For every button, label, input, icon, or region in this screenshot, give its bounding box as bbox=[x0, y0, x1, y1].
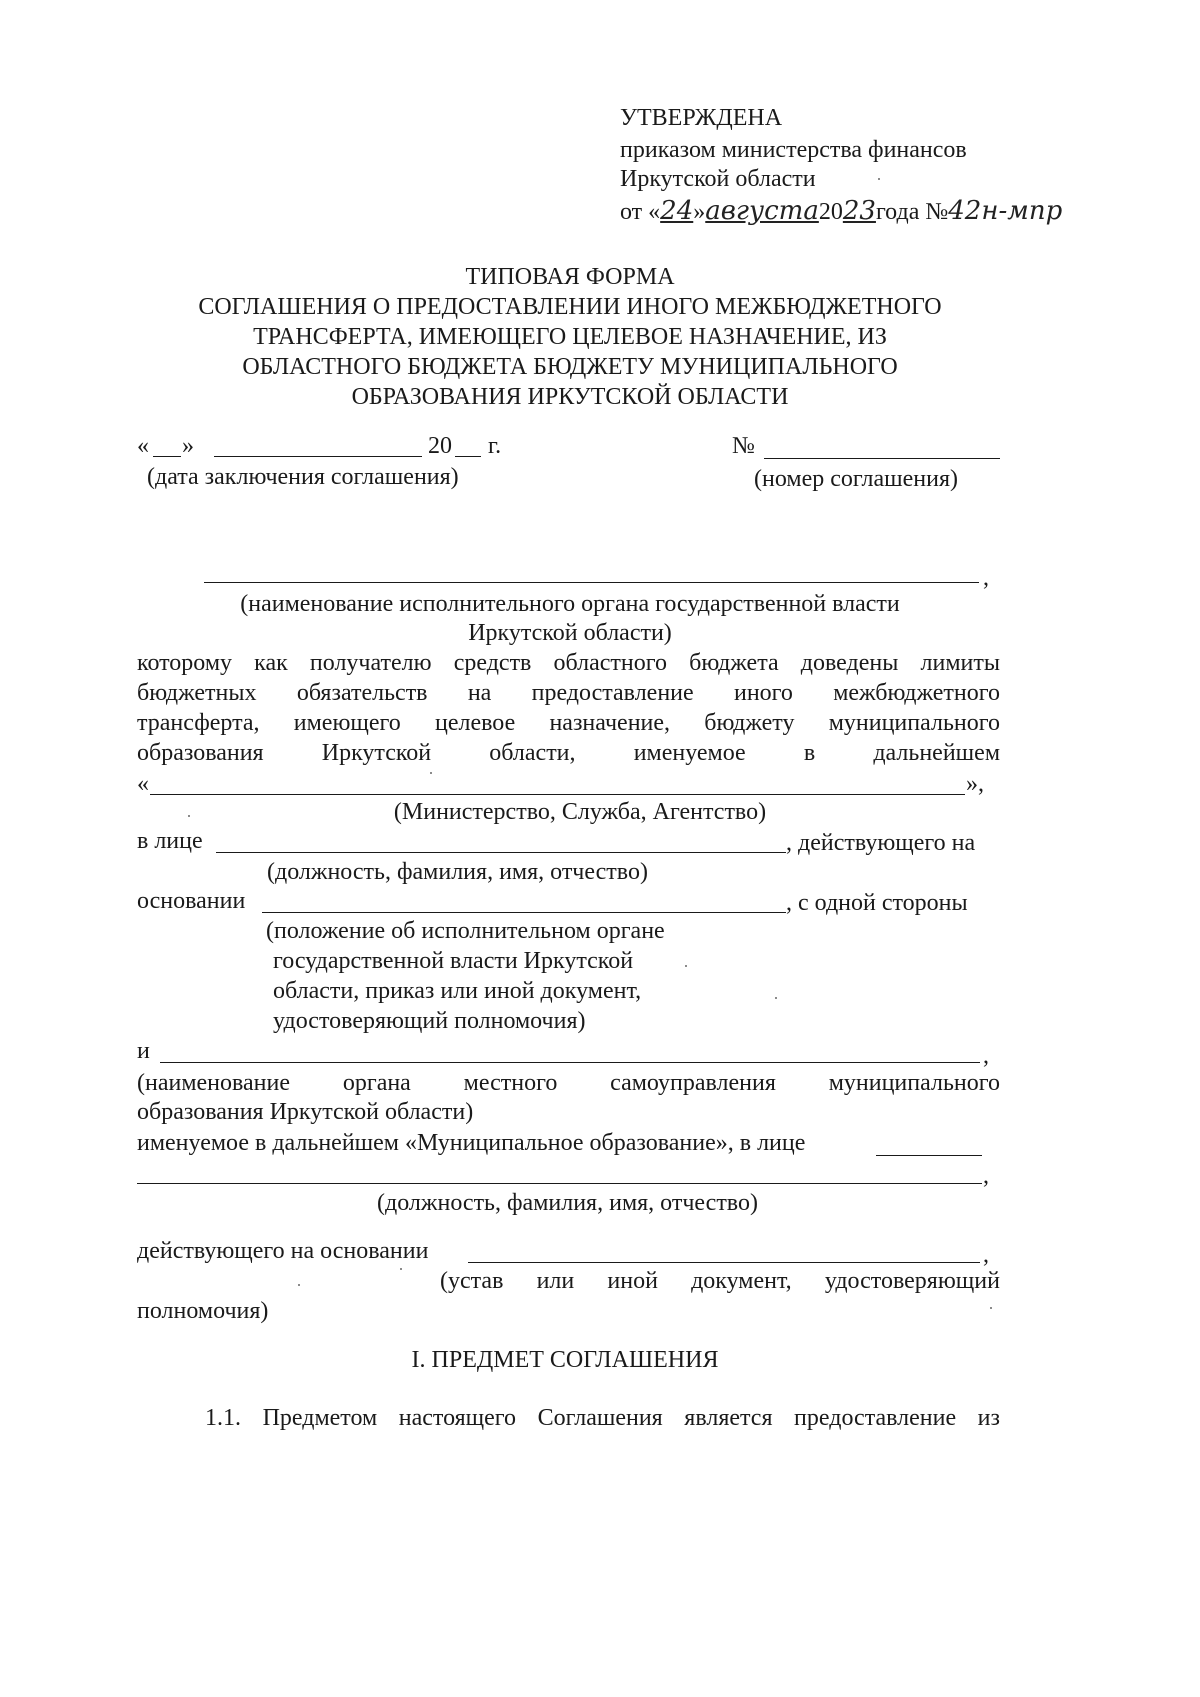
approval-order-prefix: от « bbox=[620, 199, 661, 225]
word: трансферта, bbox=[137, 710, 260, 736]
date-quote-close: » bbox=[182, 433, 194, 459]
position-caption: (должность, фамилия, имя, отчество) bbox=[267, 859, 648, 885]
heading-line-3: ТРАНСФЕРТА, ИМЕЮЩЕГО ЦЕЛЕВОЕ НАЗНАЧЕНИЕ, ИЗ bbox=[253, 324, 887, 350]
municipal-named-text: именуемое в дальнейшем «Муниципальное образование», в лице bbox=[137, 1130, 806, 1156]
word: бюджету bbox=[704, 710, 795, 736]
word: предоставление bbox=[794, 1405, 957, 1431]
word: средств bbox=[453, 650, 532, 676]
basis-caption-2: государственной власти Иркутской bbox=[273, 948, 634, 974]
scan-speck bbox=[775, 997, 777, 999]
word: межбюджетного bbox=[833, 680, 1000, 706]
word: настоящего bbox=[398, 1405, 517, 1431]
word: местного bbox=[463, 1070, 558, 1096]
scan-speck bbox=[990, 1307, 992, 1309]
position-caption-2: (должность, фамилия, имя, отчество) bbox=[377, 1190, 758, 1216]
ministry-caption: (Министерство, Служба, Агентство) bbox=[393, 799, 767, 825]
paragraph-line-1 bbox=[137, 648, 1000, 678]
word: назначение, bbox=[549, 710, 671, 736]
date-g: г. bbox=[488, 433, 502, 459]
word: получателю bbox=[309, 650, 432, 676]
word: иной bbox=[607, 1268, 658, 1294]
date-day-blank bbox=[153, 456, 181, 457]
acting-basis-label: действующего на основании bbox=[137, 1238, 429, 1264]
local-caption-line-2: образования Иркутской области) bbox=[137, 1099, 474, 1125]
date-quote-open: « bbox=[137, 433, 149, 459]
word: целевое bbox=[434, 710, 516, 736]
word: 1.1. bbox=[205, 1405, 241, 1431]
ministry-quote-close: », bbox=[966, 771, 984, 797]
word: обязательств bbox=[296, 680, 428, 706]
date-month-blank bbox=[214, 456, 422, 457]
word: образования bbox=[137, 740, 264, 766]
and-label: и bbox=[137, 1038, 150, 1064]
word: дальнейшем bbox=[873, 740, 1000, 766]
heading-line-2: СОГЛАШЕНИЯ О ПРЕДОСТАВЛЕНИИ ИНОГО МЕЖБЮДЖЕТНОГО bbox=[198, 294, 942, 320]
word: удостоверяющий bbox=[824, 1268, 1000, 1294]
word: областного bbox=[553, 650, 668, 676]
in-person-blank bbox=[216, 852, 786, 853]
basis-label: основании bbox=[137, 888, 246, 914]
municipal-person-blank-2 bbox=[137, 1183, 982, 1184]
approval-title: УТВЕРЖДЕНА bbox=[620, 105, 783, 131]
word: в bbox=[803, 740, 816, 766]
scan-speck bbox=[298, 1284, 300, 1286]
word: Иркутской bbox=[321, 740, 432, 766]
heading-line-1: ТИПОВАЯ ФОРМА bbox=[465, 264, 675, 290]
heading-line-4: ОБЛАСТНОГО БЮДЖЕТА БЮДЖЕТУ МУНИЦИПАЛЬНОГО bbox=[242, 354, 898, 380]
municipal-person-comma: , bbox=[983, 1163, 989, 1189]
number-blank bbox=[764, 458, 1000, 459]
word: бюджетных bbox=[137, 680, 257, 706]
ministry-quote-open: « bbox=[137, 771, 149, 797]
word: на bbox=[467, 680, 492, 706]
date-year: 20 bbox=[428, 433, 452, 459]
approval-order-month: августа bbox=[705, 196, 819, 226]
org-name-blank bbox=[204, 582, 979, 583]
word: области, bbox=[489, 740, 576, 766]
acting-basis-blank bbox=[468, 1262, 980, 1263]
word: Предметом bbox=[262, 1405, 378, 1431]
paragraph-line-2 bbox=[137, 678, 1000, 708]
charter-caption-line-1 bbox=[440, 1266, 1000, 1296]
local-caption-line-1 bbox=[137, 1068, 1000, 1098]
heading-line-5: ОБРАЗОВАНИЯ ИРКУТСКОЙ ОБЛАСТИ bbox=[351, 384, 789, 410]
word: как bbox=[254, 650, 288, 676]
word: именуемое bbox=[633, 740, 746, 766]
scan-speck bbox=[400, 1268, 402, 1270]
date-year-blank bbox=[455, 456, 481, 457]
date-caption: (дата заключения соглашения) bbox=[147, 464, 459, 490]
scan-speck bbox=[188, 815, 190, 817]
word: доведены bbox=[800, 650, 899, 676]
word: имеющего bbox=[293, 710, 401, 736]
number-sign: № bbox=[732, 433, 755, 459]
word: органа bbox=[342, 1070, 411, 1096]
in-person-label: в лице bbox=[137, 828, 203, 854]
number-caption: (номер соглашения) bbox=[754, 466, 958, 492]
word: (устав bbox=[440, 1268, 504, 1294]
charter-caption-line-2: полномочия) bbox=[137, 1298, 269, 1324]
local-authority-comma: , bbox=[983, 1043, 989, 1069]
approval-order-mid: » bbox=[693, 199, 706, 225]
approval-line-2: Иркутской области bbox=[620, 166, 816, 192]
word: из bbox=[977, 1405, 1000, 1431]
acting-on-label: , действующего на bbox=[786, 830, 976, 856]
local-authority-blank bbox=[160, 1062, 980, 1063]
basis-caption-4: удостоверяющий полномочия) bbox=[273, 1008, 586, 1034]
section-title: I. ПРЕДМЕТ СОГЛАШЕНИЯ bbox=[411, 1347, 719, 1373]
word: Соглашения bbox=[537, 1405, 663, 1431]
word: самоуправления bbox=[610, 1070, 776, 1096]
approval-order-day: 24 bbox=[660, 196, 694, 226]
approval-line-1: приказом министерства финансов bbox=[620, 137, 967, 163]
word: предоставление bbox=[531, 680, 694, 706]
approval-order-number: 42н-мпр bbox=[948, 196, 1063, 226]
word: лимиты bbox=[920, 650, 1000, 676]
scan-speck bbox=[430, 772, 432, 774]
word: или bbox=[536, 1268, 575, 1294]
word: бюджета bbox=[689, 650, 779, 676]
word: (наименование bbox=[137, 1070, 291, 1096]
approval-order-line bbox=[620, 196, 1062, 227]
word: которому bbox=[137, 650, 233, 676]
basis-blank bbox=[262, 912, 786, 913]
one-side-label: , с одной стороны bbox=[786, 890, 968, 916]
clause-1-1 bbox=[205, 1403, 1000, 1433]
org-caption-2: Иркутской области) bbox=[468, 620, 672, 646]
scan-speck bbox=[685, 965, 687, 967]
org-caption-1: (наименование исполнительного органа государственной власти bbox=[240, 591, 900, 617]
scan-speck bbox=[878, 178, 880, 180]
word: документ, bbox=[691, 1268, 792, 1294]
ministry-name-blank bbox=[150, 794, 965, 795]
word: муниципального bbox=[828, 1070, 1000, 1096]
paragraph-line-4 bbox=[137, 738, 1000, 768]
word: муниципального bbox=[828, 710, 1000, 736]
municipal-person-blank-1 bbox=[876, 1155, 982, 1156]
acting-basis-comma: , bbox=[983, 1242, 989, 1268]
basis-caption-1: (положение об исполнительном органе bbox=[266, 918, 665, 944]
approval-order-year-suffix: года № bbox=[875, 199, 949, 225]
approval-order-year: 23 bbox=[842, 196, 876, 226]
word: является bbox=[684, 1405, 773, 1431]
approval-order-year-prefix: 20 bbox=[818, 199, 843, 225]
paragraph-line-3 bbox=[137, 708, 1000, 738]
org-name-comma: , bbox=[983, 565, 989, 591]
basis-caption-3: области, приказ или иной документ, bbox=[273, 978, 642, 1004]
word: иного bbox=[733, 680, 793, 706]
